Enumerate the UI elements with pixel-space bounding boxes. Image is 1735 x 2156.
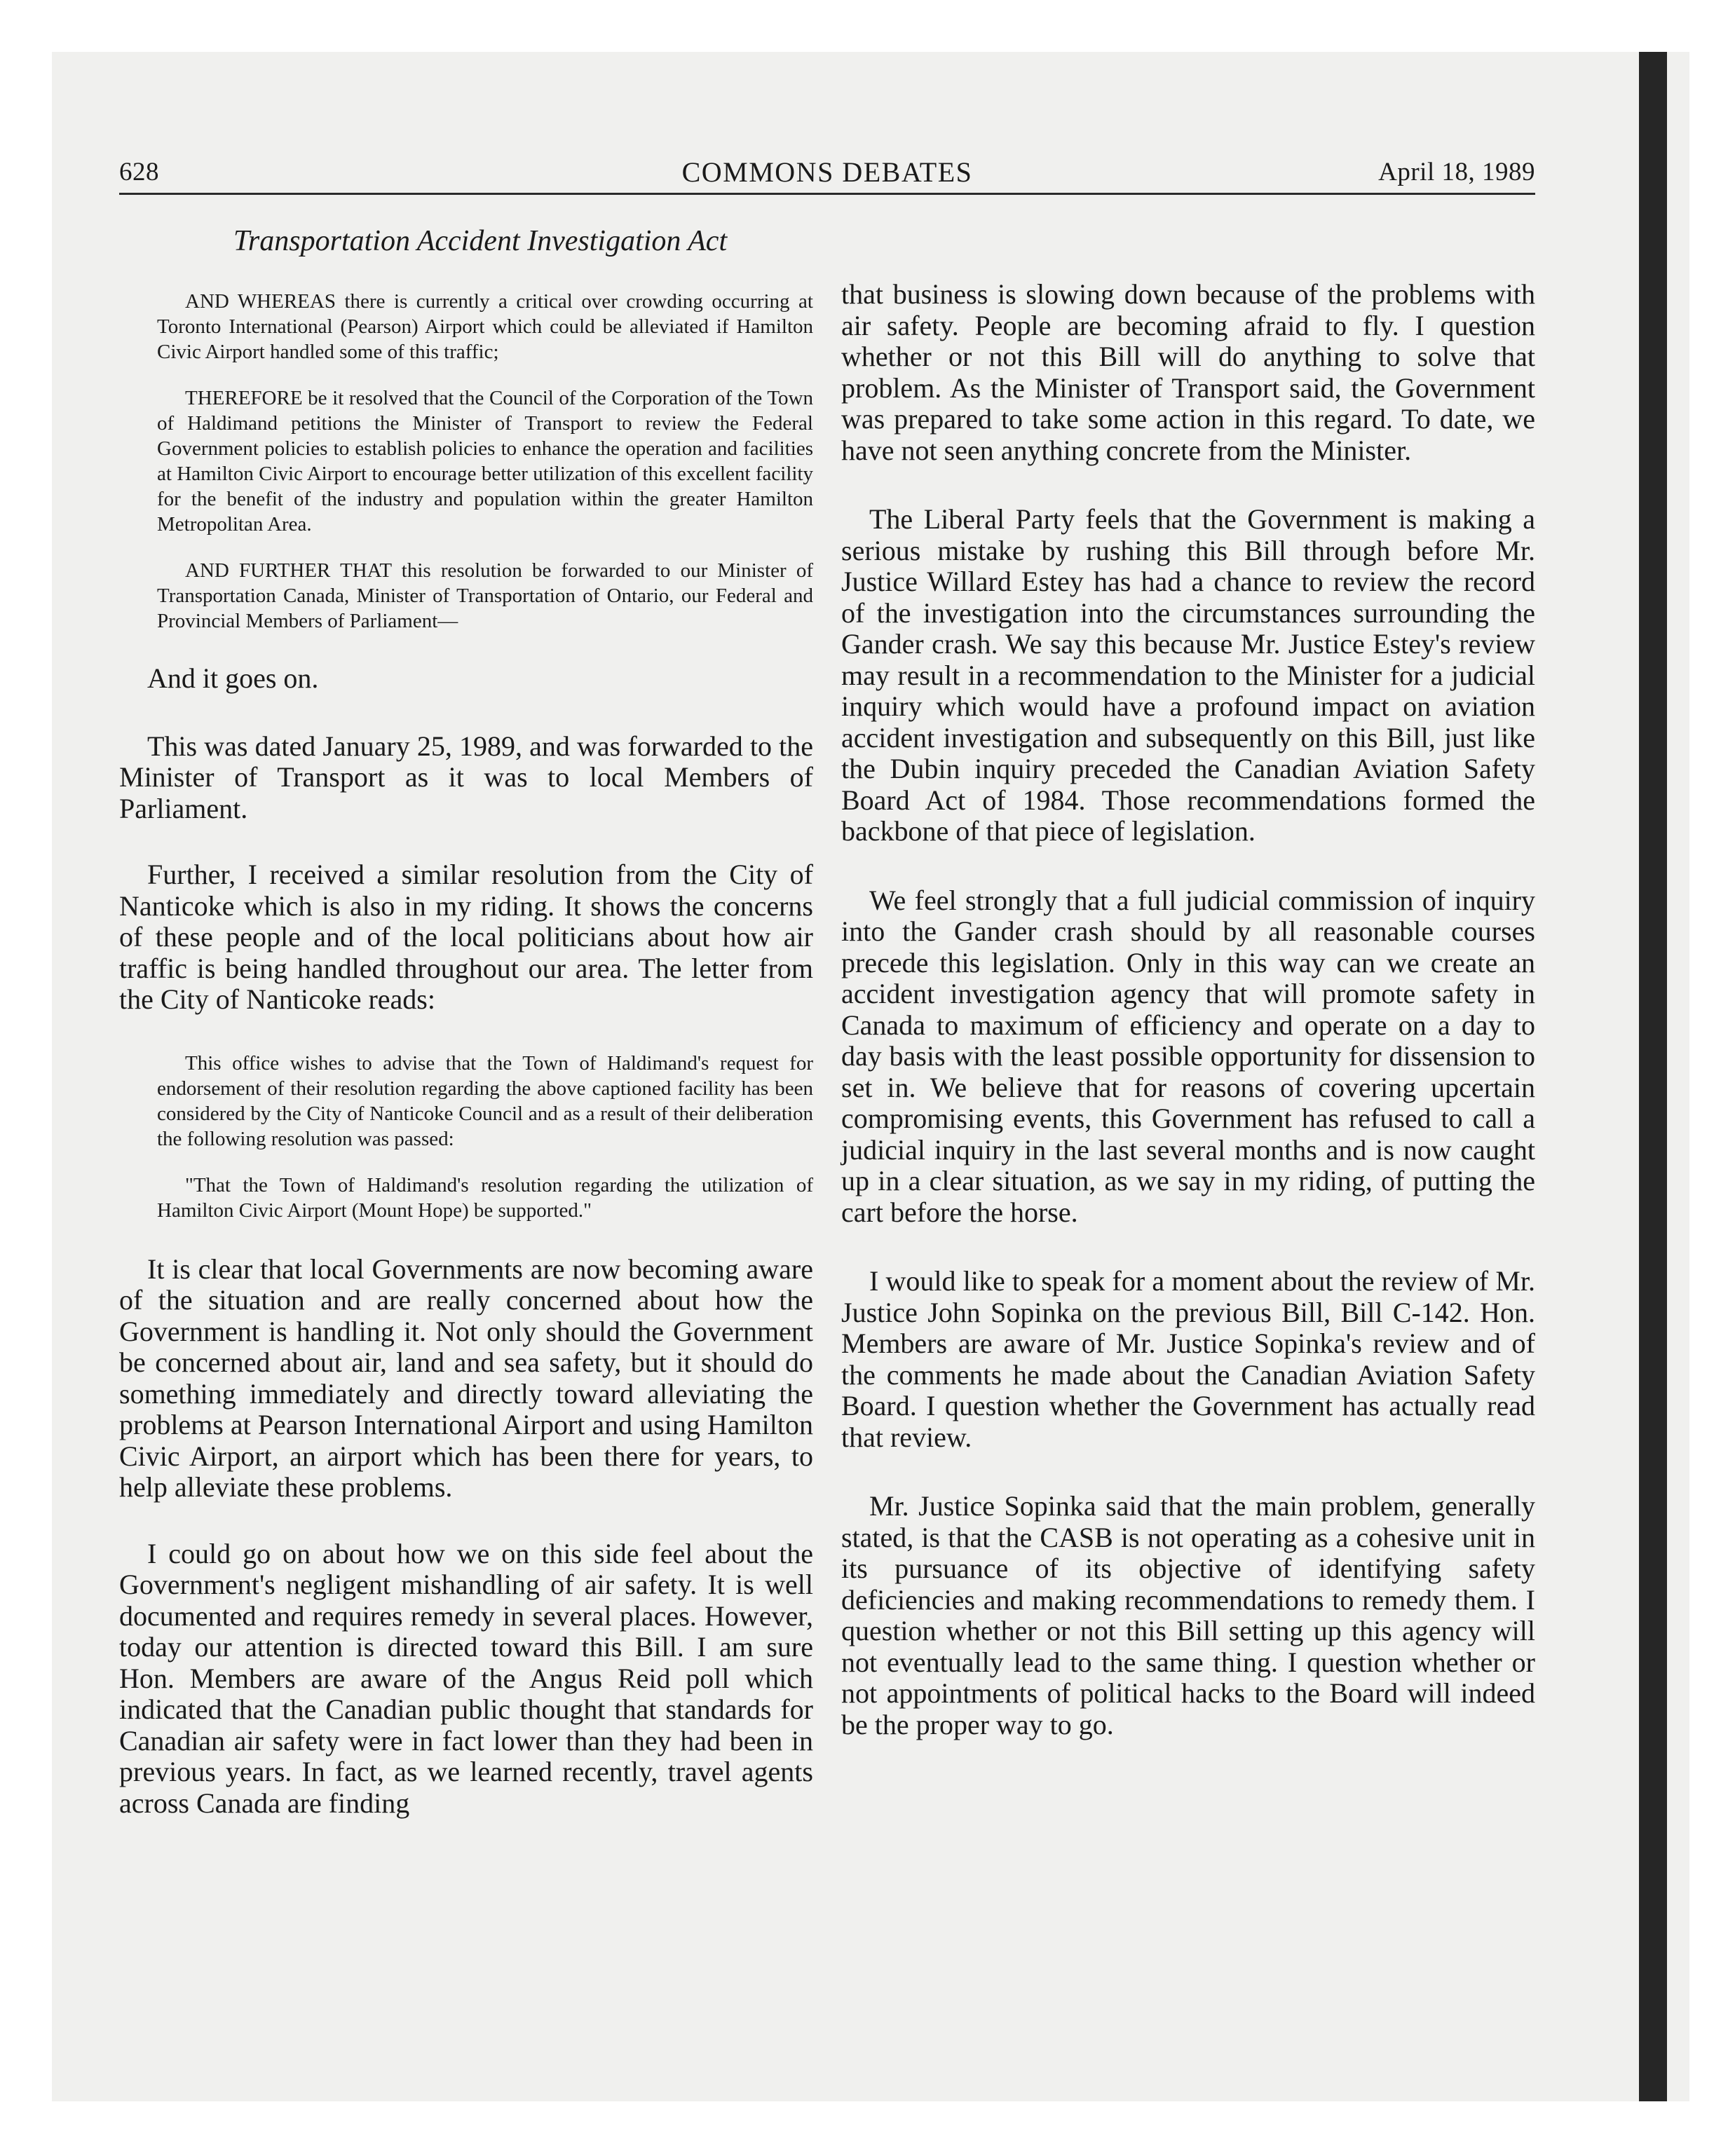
right-column <box>841 224 1535 1778</box>
quoted-resolution-therefore: THEREFORE be it resolved that the Council of the Corporation of the Town of Haldimand petitions the Minister of Transport to review the Federal Government policies to establish policies to enhance the operation and facilities at Hamilton Civic Airport to encourage better utilization of this excellent facility for the benefit of the industry and population within the greater Hamilton Metropolitan Area. <box>157 387 813 535</box>
section-heading: Transportation Accident Investigation Act <box>233 225 728 257</box>
quoted-letter-resolution: "That the Town of Haldimand's resolution regarding the utilization of Hamilton Civic Airport (Mount Hope) be supported." <box>157 1173 813 1222</box>
paragraph: It is clear that local Governments are now becoming aware of the situation and are really concerned about how the Government is handling it. Not only should the Government be concerned about air, land and sea safety, but it should do something immediately and directly toward alleviating the problems at Pearson International Airport and using Hamilton Civic Airport, an airport which has been there for years, to help alleviate these problems. <box>119 1253 813 1503</box>
paragraph: Mr. Justice Sopinka said that the main problem, generally stated, is that the CASB is not operating as a cohesive unit in its pursuance of its objective of identifying safety deficiencies and making recommendations to remedy them. I question whether or not this Bill setting up this agency will not eventually lead to the same thing. I question whether or not appointments of political hacks to the Board will indeed be the proper way to go. <box>841 1490 1535 1740</box>
header-date: April 18, 1989 <box>1378 158 1535 186</box>
paragraph: We feel strongly that a full judicial commission of inquiry into the Gander crash should by all reasonable courses precede this legislation. Only in this way can we create an accident investigation agency that will promote safety in Canada to maximum of efficiency and operate on a day to day basis with the least possible opportunity for dissension to set in. We believe that for reasons of covering upcertain compromising events, this Government has refused to call a judicial inquiry in the last several months and is now caught up in a clear situation, as we say in my riding, of putting the cart before the horse. <box>841 884 1535 1228</box>
paragraph: And it goes on. <box>147 662 319 694</box>
left-column <box>119 224 813 1854</box>
page-number: 628 <box>119 158 159 186</box>
publication-title: COMMONS DEBATES <box>681 156 973 188</box>
paragraph: I could go on about how we on this side feel about the Government's negligent mishandling of air safety. It is well documented and requires remedy in several places. However, today our attention is directed toward this Bill. I am sure Hon. Members are aware of the Angus Reid poll which indicated that the Canadian public thought that standards for Canadian air safety were in fact lower than they had been in previous years. In fact, as we learned recently, travel agents across Canada are finding <box>119 1537 813 1819</box>
scan-edge-bar <box>1639 52 1667 2101</box>
paragraph: Further, I received a similar resolution from the City of Nanticoke which is also in my riding. It shows the concerns of these people and of the local politicians about how air traffic is being handled throughout our area. The letter from the City of Nanticoke reads: <box>119 859 813 1015</box>
header-rule <box>119 193 1535 195</box>
running-header <box>119 154 1535 193</box>
quoted-resolution-further: AND FURTHER THAT this resolution be forwarded to our Minister of Transportation Canada, Minister of Transportation of Ontario, our Federal and Provincial Members of Parliament— <box>157 559 813 632</box>
quoted-resolution-whereas: AND WHEREAS there is currently a critical over crowding occurring at Toronto International (Pearson) Airport which could be alleviated if Hamilton Civic Airport handled some of this traffic; <box>157 290 813 363</box>
paragraph: This was dated January 25, 1989, and was forwarded to the Minister of Transport as it was to local Members of Parliament. <box>119 730 813 824</box>
paragraph-continued: that business is slowing down because of the problems with air safety. People are becoming afraid to fly. I question whether or not this Bill will do anything to solve that problem. As the Minister of Transport said, the Government was prepared to take some action in this regard. To date, we have not seen anything concrete from the Minister. <box>841 278 1535 466</box>
paragraph: I would like to speak for a moment about the review of Mr. Justice John Sopinka on the previous Bill, Bill C-142. Hon. Members are aware of Mr. Justice Sopinka's review and of the comments he made about the Canadian Aviation Safety Board. I question whether the Government has actually read that review. <box>841 1265 1535 1453</box>
quoted-letter: This office wishes to advise that the Town of Haldimand's request for endorsement of their resolution regarding the above captioned facility has been considered by the City of Nanticoke Council and as a result of their deliberation the following resolution was passed: <box>157 1051 813 1150</box>
paragraph: The Liberal Party feels that the Government is making a serious mistake by rushing this Bill through before Mr. Justice Willard Estey has had a chance to review the record of the investigation into the circumstances surrounding the Gander crash. We say this because Mr. Justice Estey's review may result in a recommendation to the Minister for a judicial inquiry which would have a profound impact on aviation accident investigation and subsequently on this Bill, just like the Dubin inquiry preceded the Canadian Aviation Safety Board Act of 1984. Those recommendations formed the backbone of that piece of legislation. <box>841 503 1535 847</box>
